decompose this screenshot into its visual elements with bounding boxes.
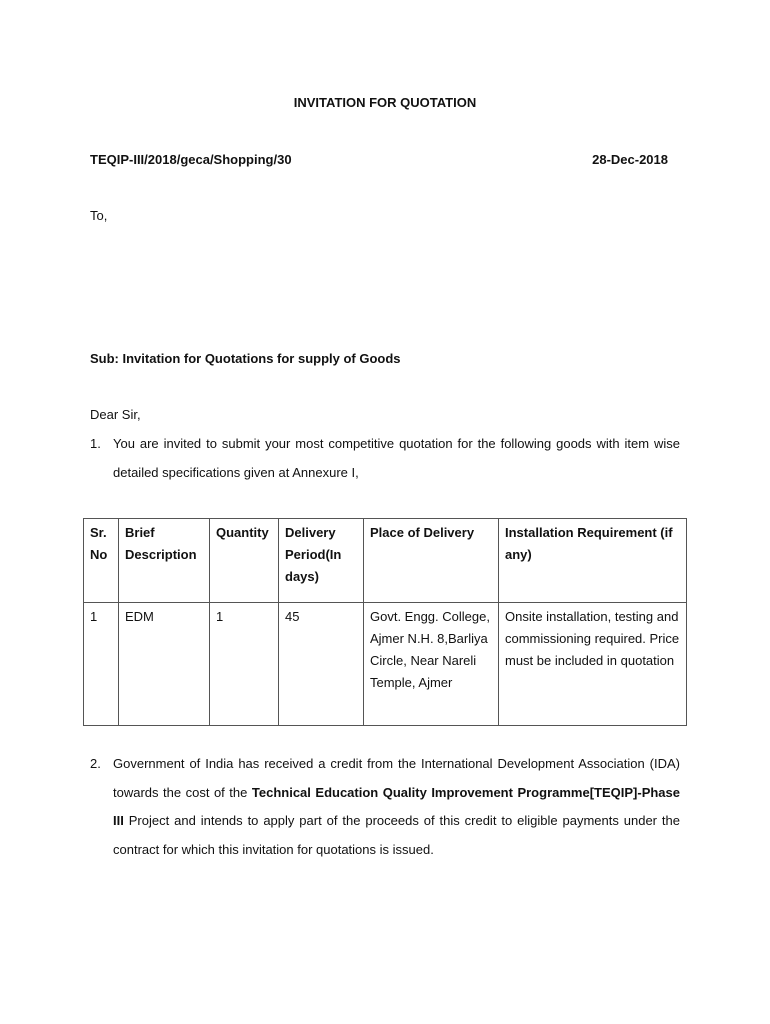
table-header-row [84, 519, 687, 603]
reference-number: TEQIP-III/2018/geca/Shopping/30 [90, 152, 292, 167]
header-delivery-period: Delivery Period(In days) [279, 519, 364, 603]
subject-line: Sub: Invitation for Quotations for supply of Goods [90, 351, 401, 366]
header-description: Brief Description [119, 519, 210, 603]
paragraph-number: 1. [90, 436, 101, 451]
document-date: 28-Dec-2018 [592, 152, 668, 167]
salutation: Dear Sir, [90, 407, 141, 422]
document-title: INVITATION FOR QUOTATION [293, 95, 477, 110]
cell-sr-no: 1 [84, 603, 119, 726]
paragraph-2 [90, 750, 680, 864]
cell-place-of-delivery: Govt. Engg. College, Ajmer N.H. 8,Barliya Circle, Near Nareli Temple, Ajmer [364, 603, 499, 726]
header-place-of-delivery: Place of Delivery [364, 519, 499, 603]
paragraph-text-start: Government of India has received a credit from the International Development Association (IDA) towards the cost of the [113, 756, 680, 800]
cell-description: EDM [119, 603, 210, 726]
cell-quantity: 1 [210, 603, 279, 726]
header-installation: Installation Requirement (if any) [499, 519, 687, 603]
paragraph-text [113, 750, 680, 864]
paragraph-1 [90, 430, 680, 487]
table-row [84, 603, 687, 726]
paragraph-text: You are invited to submit your most competitive quotation for the following goods with item wise detailed specifications given at Annexure I, [113, 436, 680, 480]
addressee-line: To, [90, 208, 108, 223]
header-quantity: Quantity [210, 519, 279, 603]
paragraph-number: 2. [90, 756, 101, 771]
goods-table [83, 518, 687, 726]
cell-delivery-period: 45 [279, 603, 364, 726]
paragraph-text-end: Project and intends to apply part of the proceeds of this credit to eligible payments under the contract for which this invitation for quotations is issued. [113, 813, 680, 857]
header-sr-no: Sr. No [84, 519, 119, 603]
programme-name: Technical Education Quality Improvement Programme[TEQIP]-Phase III [113, 784, 680, 828]
cell-installation: Onsite installation, testing and commissioning required. Price must be included in quotation [499, 603, 687, 726]
